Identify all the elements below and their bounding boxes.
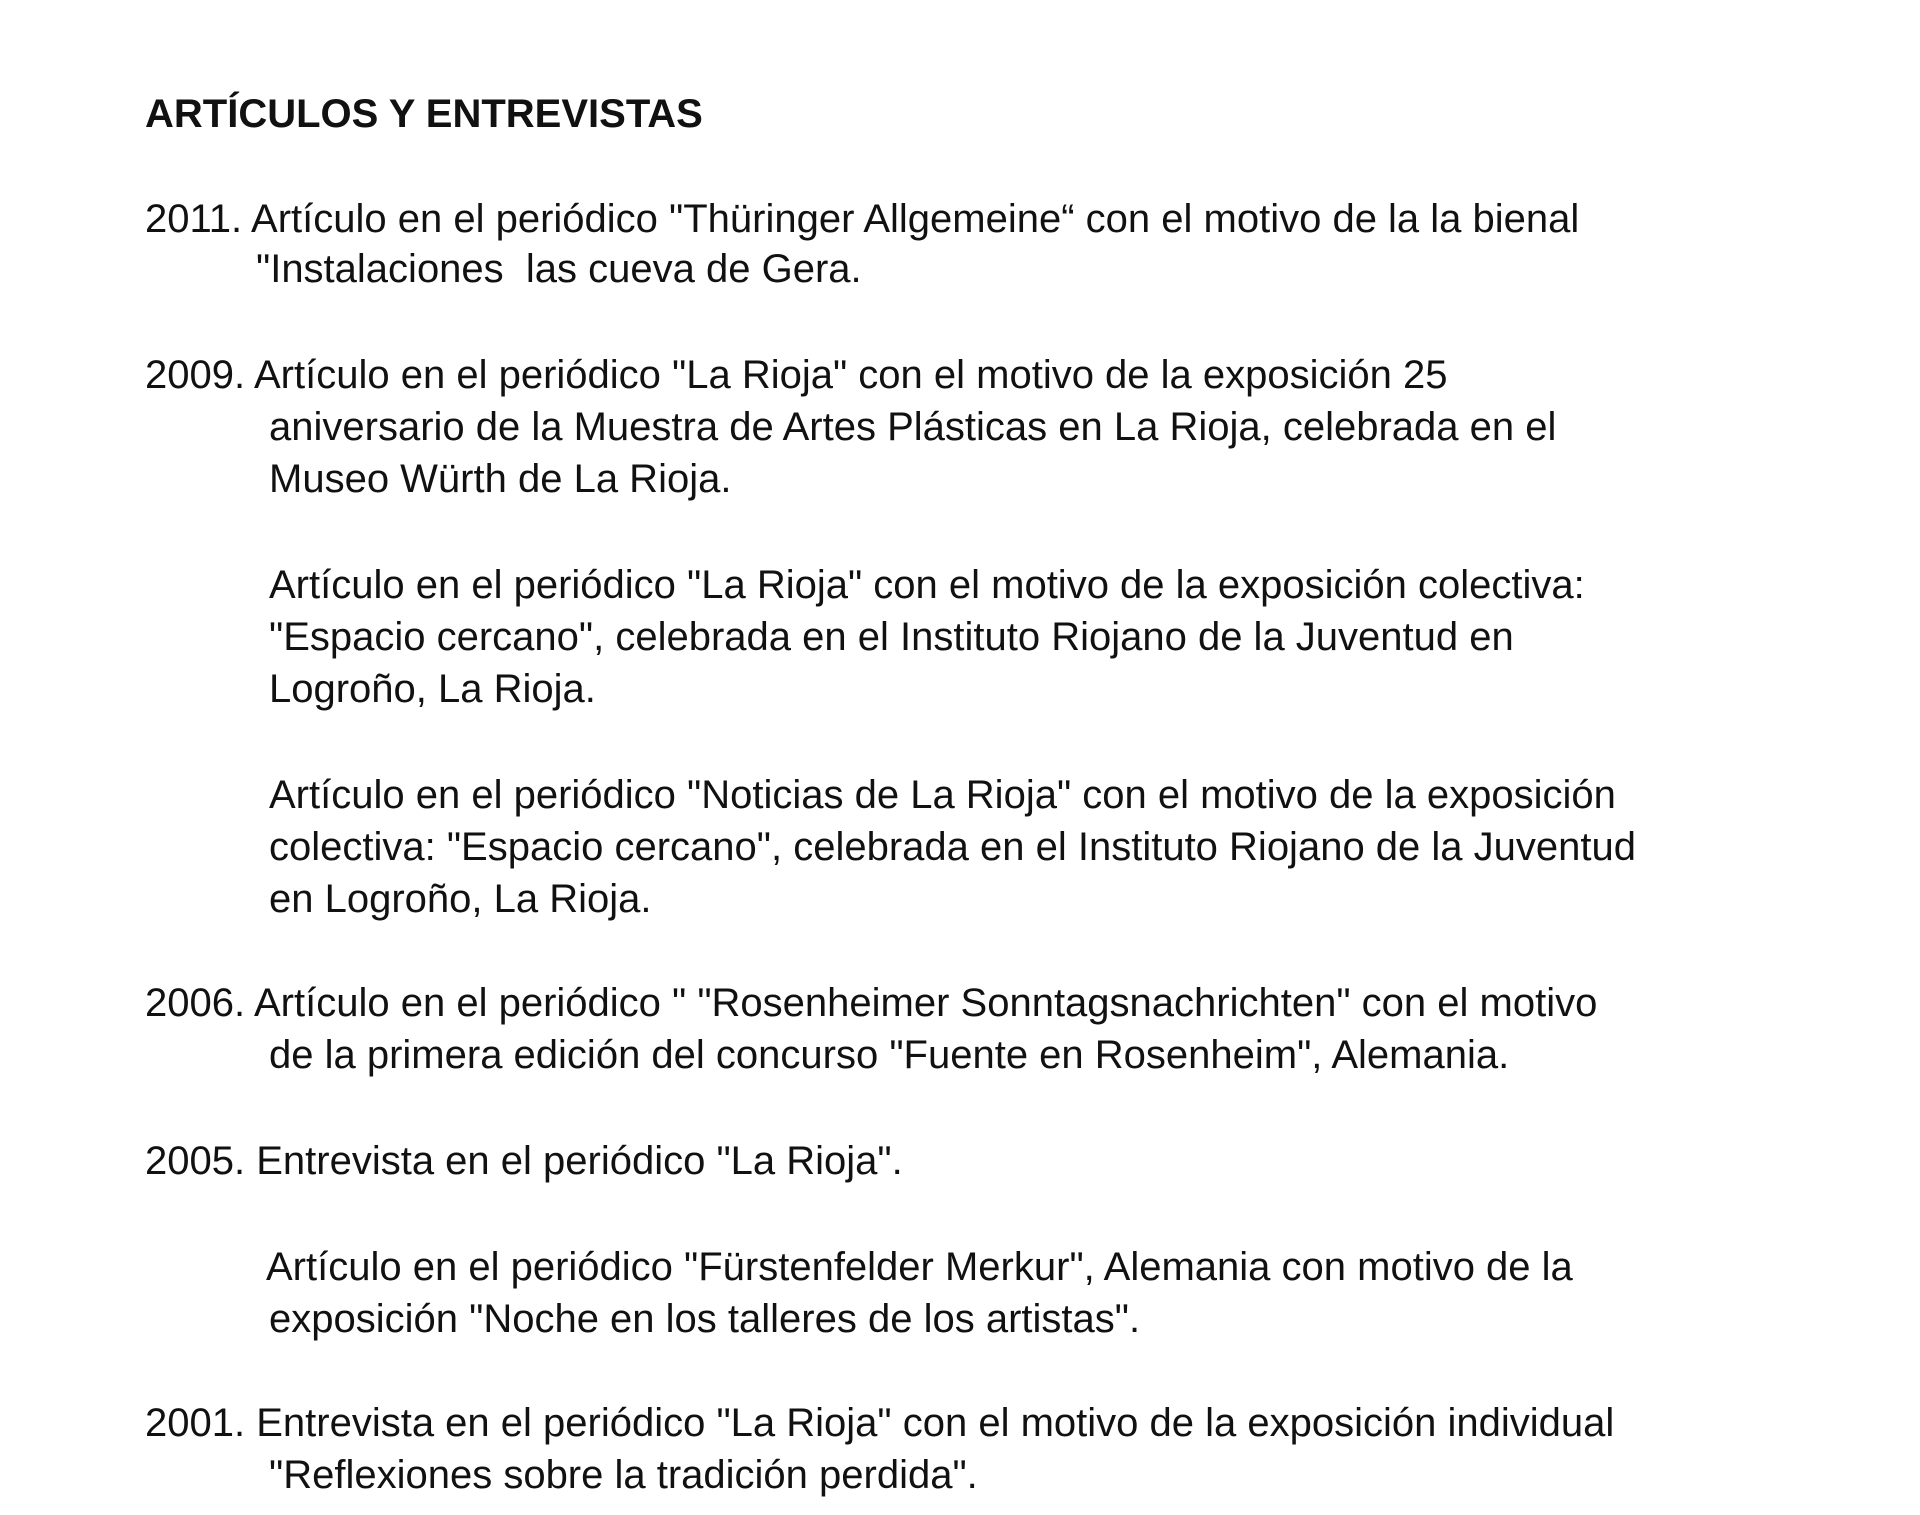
- entry-2011-line-2: "Instalaciones las cueva de Gera.: [256, 247, 862, 291]
- entry-2006-line-1: 2006. Artículo en el periódico " "Rosenheimer Sonntagsnachrichten" con el motivo: [145, 981, 1598, 1025]
- entry-2009b-line-1: Artículo en el periódico "La Rioja" con el motivo de la exposición colectiva:: [269, 563, 1585, 607]
- entry-2005b-line-2: exposición "Noche en los talleres de los artistas".: [269, 1297, 1141, 1341]
- entry-2009c-line-2: colectiva: "Espacio cercano", celebrada en el Instituto Riojano de la Juventud: [269, 825, 1636, 869]
- entry-2005-line-1: 2005. Entrevista en el periódico "La Rioja".: [145, 1139, 903, 1183]
- entry-2009-line-2: aniversario de la Muestra de Artes Plásticas en La Rioja, celebrada en el: [269, 405, 1557, 449]
- entry-2009-line-1: 2009. Artículo en el periódico "La Rioja" con el motivo de la exposición 25: [145, 353, 1448, 397]
- entry-2005b-line-1: Artículo en el periódico "Fürstenfelder Merkur", Alemania con motivo de la: [266, 1245, 1573, 1289]
- section-heading: ARTÍCULOS Y ENTREVISTAS: [145, 92, 703, 136]
- entry-2009c-line-1: Artículo en el periódico "Noticias de La Rioja" con el motivo de la exposición: [269, 773, 1616, 817]
- entry-2006-line-2: de la primera edición del concurso "Fuente en Rosenheim", Alemania.: [269, 1033, 1510, 1077]
- entry-2009b-line-3: Logroño, La Rioja.: [269, 667, 596, 711]
- entry-2001-line-1: 2001. Entrevista en el periódico "La Rioja" con el motivo de la exposición individual: [145, 1401, 1615, 1445]
- entry-2001-line-2: "Reflexiones sobre la tradición perdida".: [269, 1453, 978, 1497]
- entry-2011-line-1: 2011. Artículo en el periódico "Thüringer Allgemeine“ con el motivo de la la bienal: [145, 197, 1580, 241]
- entry-2009-line-3: Museo Würth de La Rioja.: [269, 457, 732, 501]
- entry-2009c-line-3: en Logroño, La Rioja.: [269, 877, 652, 921]
- entry-2009b-line-2: "Espacio cercano", celebrada en el Instituto Riojano de la Juventud en: [269, 615, 1514, 659]
